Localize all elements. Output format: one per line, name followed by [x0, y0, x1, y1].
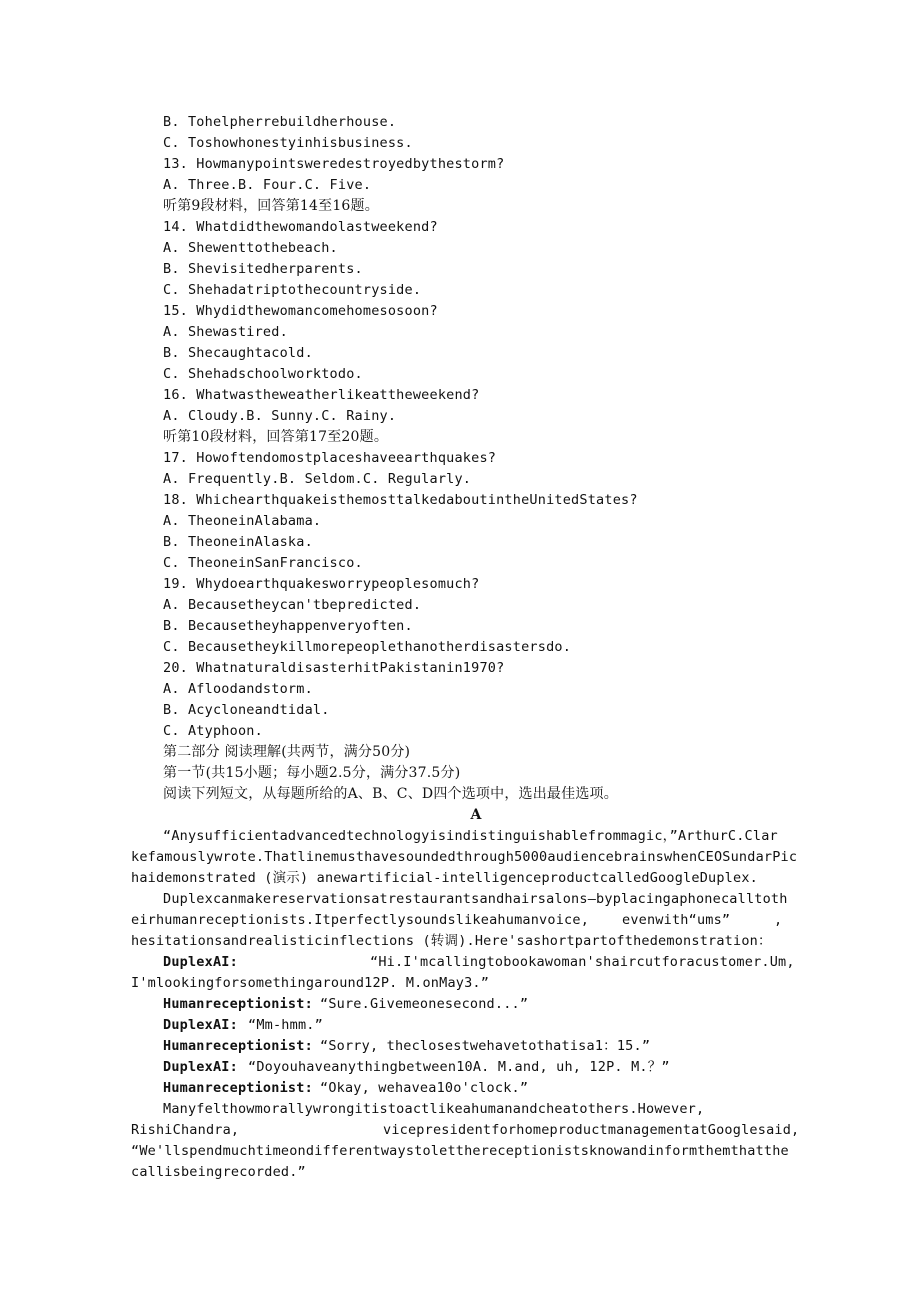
dialogue-speaker: DuplexAI:	[163, 1017, 238, 1033]
question-line: 13. Howmanypointsweredestroyedbythestorm?	[163, 156, 505, 172]
passage-line: hesitationsandrealisticinflections (转调).Here'sashortpartofthedemonstration：	[131, 933, 772, 949]
passage-line: evenwith“ums”	[622, 912, 731, 928]
passage-line: eirhumanreceptionists.Itperfectlysoundslikeahumanvoice,	[131, 912, 590, 928]
option-line: C. Becausetheykillmorepeoplethanotherdisastersdo.	[163, 639, 572, 655]
dialogue-speaker: DuplexAI:	[163, 1059, 238, 1075]
question-line: 16. Whatwastheweatherlikeattheweekend?	[163, 387, 480, 403]
passage-line: haidemonstrated (演示) anewartificial-intelligenceproductcalledGoogleDuplex.	[131, 870, 758, 886]
dialogue-text: “Hi.I'mcallingtobookawoman'shaircutforacustomer.Um,	[370, 954, 795, 970]
dialogue-text: “Mm-hmm.”	[248, 1017, 323, 1033]
reading-instruction: 阅读下列短文，从每题所给的A、B、C、D四个选项中，选出最佳选项。	[163, 786, 618, 802]
section-heading: 第一节(共15小题；每小题2.5分，满分37.5分)	[163, 765, 461, 781]
dialogue-speaker: Humanreceptionist:	[163, 996, 313, 1012]
option-line: A. Shewastired.	[163, 324, 288, 340]
passage-line: callisbeingrecorded.”	[131, 1164, 306, 1180]
dialogue-text: I'mlookingforsomethingaround12P. M.onMay3.”	[131, 975, 490, 991]
dialogue-text: “Sorry, theclosestwehavetothatisa1：15.”	[320, 1038, 651, 1054]
section-instruction: 听第9段材料，回答第14至16题。	[163, 198, 379, 214]
option-line: B. Tohelpherrebuildherhouse.	[163, 114, 397, 130]
passage-line: ,	[774, 912, 783, 928]
passage-line: RishiChandra,	[131, 1122, 240, 1138]
passage-line: “Anysufficientadvancedtechnologyisindistinguishablefrommagic，”ArthurC.Clar	[163, 828, 778, 844]
part-heading: 第二部分 阅读理解(共两节，满分50分)	[163, 744, 411, 760]
option-line: A. TheoneinAlabama.	[163, 513, 322, 529]
passage-label: A	[470, 807, 482, 823]
question-line: 17. Howoftendomostplaceshaveearthquakes?	[163, 450, 497, 466]
dialogue-text: “Okay, wehavea10o'clock.”	[320, 1080, 529, 1096]
dialogue-text: “Sure.Givemeonesecond...”	[320, 996, 529, 1012]
dialogue-speaker: Humanreceptionist:	[163, 1080, 313, 1096]
option-line: A. Cloudy.B. Sunny.C. Rainy.	[163, 408, 397, 424]
passage-line: Duplexcanmakereservationsatrestaurantsandhairsalons—byplacingaphonecalltoth	[163, 891, 788, 907]
option-line: C. Atyphoon.	[163, 723, 263, 739]
option-line: A. Shewenttothebeach.	[163, 240, 338, 256]
dialogue-speaker: DuplexAI:	[163, 954, 238, 970]
question-line: 19. Whydoearthquakesworrypeoplesomuch?	[163, 576, 480, 592]
question-line: 20. WhatnaturaldisasterhitPakistanin1970?	[163, 660, 505, 676]
question-line: 14. Whatdidthewomandolastweekend?	[163, 219, 438, 235]
option-line: A. Afloodandstorm.	[163, 681, 313, 697]
dialogue-text: “Doyouhaveanythingbetween10A. M.and, uh, 12P. M.？”	[248, 1059, 670, 1075]
option-line: C. TheoneinSanFrancisco.	[163, 555, 363, 571]
option-line: B. TheoneinAlaska.	[163, 534, 313, 550]
option-line: A. Becausetheycan'tbepredicted.	[163, 597, 422, 613]
passage-line: kefamouslywrote.Thatlinemusthavesoundedthrough5000audiencebrainswhenCEOSundarPic	[131, 849, 798, 865]
option-line: C. Shehadatriptothecountryside.	[163, 282, 422, 298]
question-line: 15. Whydidthewomancomehomesosoon?	[163, 303, 438, 319]
section-instruction: 听第10段材料，回答第17至20题。	[163, 429, 389, 445]
passage-line: vicepresidentforhomeproductmanagementatGooglesaid,	[383, 1122, 800, 1138]
option-line: B. Becausetheyhappenveryoften.	[163, 618, 413, 634]
option-line: A. Frequently.B. Seldom.C. Regularly.	[163, 471, 472, 487]
option-line: B. Shevisitedherparents.	[163, 261, 363, 277]
passage-line: “We'llspendmuchtimeondifferentwaystoletthereceptionistsknowandinformthemthatthe	[131, 1143, 789, 1159]
dialogue-speaker: Humanreceptionist:	[163, 1038, 313, 1054]
option-line: C. Shehadschoolworktodo.	[163, 366, 363, 382]
option-line: C. Toshowhonestyinhisbusiness.	[163, 135, 413, 151]
option-line: B. Shecaughtacold.	[163, 345, 313, 361]
question-line: 18. WhichearthquakeisthemosttalkedaboutintheUnitedStates?	[163, 492, 638, 508]
passage-line: Manyfelthowmorallywrongitistoactlikeahumanandcheatothers.However,	[163, 1101, 705, 1117]
option-line: B. Acycloneandtidal.	[163, 702, 330, 718]
option-line: A. Three.B. Four.C. Five.	[163, 177, 372, 193]
